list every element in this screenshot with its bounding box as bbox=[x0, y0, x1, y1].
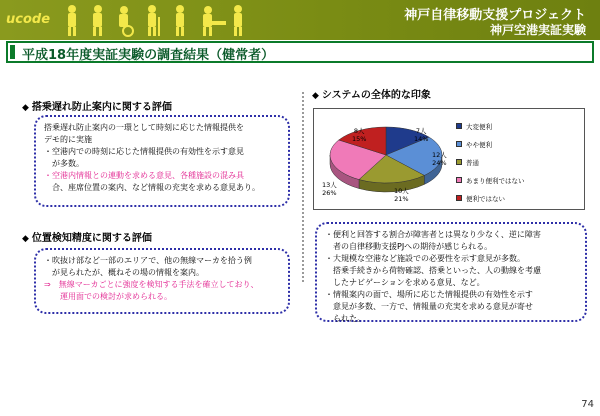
text-line: 者の自律移動支援PJへの期待が感じられる。 bbox=[325, 242, 493, 251]
section-heading-position: ◆ 位置検知精度に関する評価 bbox=[22, 233, 152, 244]
boarding-delay-box bbox=[34, 115, 290, 207]
page-title-bar bbox=[6, 41, 594, 63]
section-heading-boarding: ◆ 搭乗遅れ防止案内に関する評価 bbox=[22, 102, 172, 113]
column-divider bbox=[302, 92, 304, 282]
section-heading-impression: ◆ システムの全体的な印象 bbox=[312, 90, 431, 101]
pie-label: 10人 21% bbox=[394, 187, 409, 203]
text-line: ・情報案内の面で、場所に応じた情報提供の有効性を示す bbox=[325, 290, 533, 299]
text-line: ・吹抜け部など一部のエリアで、他の無線マーカを拾う例 bbox=[44, 256, 252, 265]
text-line: られた。 bbox=[325, 314, 365, 323]
page-title: 平成18年度実証実験の調査結果（健常者） bbox=[22, 48, 275, 63]
legend-swatch bbox=[456, 141, 462, 147]
text-line: ・空港内情報との連動を求める意見、各種施設の混み具 bbox=[44, 171, 244, 180]
experiment-title: 神戸空港実証実験 bbox=[489, 23, 586, 37]
pie-label: 7人 14% bbox=[414, 127, 429, 143]
title-accent-bar bbox=[10, 45, 15, 59]
diamond-bullet-icon: ◆ bbox=[312, 91, 319, 101]
legend-swatch bbox=[456, 123, 462, 129]
text-line: 搭乗遅れ防止案内の一環として時刻に応じた情報提供を bbox=[44, 123, 244, 132]
text-line: したナビゲーションを求める意見、など。 bbox=[325, 278, 485, 287]
legend-swatch bbox=[456, 159, 462, 165]
ucode-logo: ucode bbox=[6, 12, 51, 27]
text-line: が多数。 bbox=[44, 159, 84, 168]
text-line: が見られたが、概ねその場の情報を案内。 bbox=[44, 268, 204, 277]
text-line: デモ的に実施 bbox=[44, 135, 92, 144]
text-line: 意見が多数、一方で、情報量の充実を求める意見が寄せ bbox=[325, 302, 533, 311]
text-line: 運用面での検討が求められる。 bbox=[44, 292, 172, 301]
pie-label: 8人 15% bbox=[352, 127, 367, 143]
diamond-bullet-icon: ◆ bbox=[22, 234, 29, 244]
legend-swatch bbox=[456, 195, 462, 201]
text-line: ・空港内での時刻に応じた情報提供の有効性を示す意見 bbox=[44, 147, 244, 156]
header-banner bbox=[0, 0, 600, 40]
impression-pie-chart: 大変便利 やや便利 普通 あまり便利ではない 便利ではない 7人 14% 12人 24% 10人 21% 13人 26% 8人 15% bbox=[313, 108, 585, 210]
legend-swatch bbox=[456, 177, 462, 183]
people-silhouettes-icon bbox=[62, 3, 252, 37]
text-line: ・大規模な空港など施設での必要性を示す意見が多数。 bbox=[325, 254, 525, 263]
project-title: 神戸自律移動支援プロジェクト bbox=[404, 8, 586, 23]
text-line: 合、座席位置の案内、など情報の充実を求める意見あり。 bbox=[44, 183, 260, 192]
diamond-bullet-icon: ◆ bbox=[22, 103, 29, 113]
page-number: 74 bbox=[581, 399, 594, 410]
text-line: ・便利と回答する割合が障害者とは異なり少なく、逆に障害 bbox=[325, 230, 541, 239]
position-accuracy-box bbox=[34, 248, 290, 314]
pie-label: 13人 26% bbox=[322, 181, 337, 197]
text-line: ⇒ 無線マーカごとに強度を検知する手法を確立しており、 bbox=[44, 280, 259, 289]
text-line: 搭乗手続きから荷物確認、搭乗といった、人の動線を考慮 bbox=[325, 266, 541, 275]
impression-findings-box bbox=[315, 222, 587, 322]
pie-label: 12人 24% bbox=[432, 151, 447, 167]
